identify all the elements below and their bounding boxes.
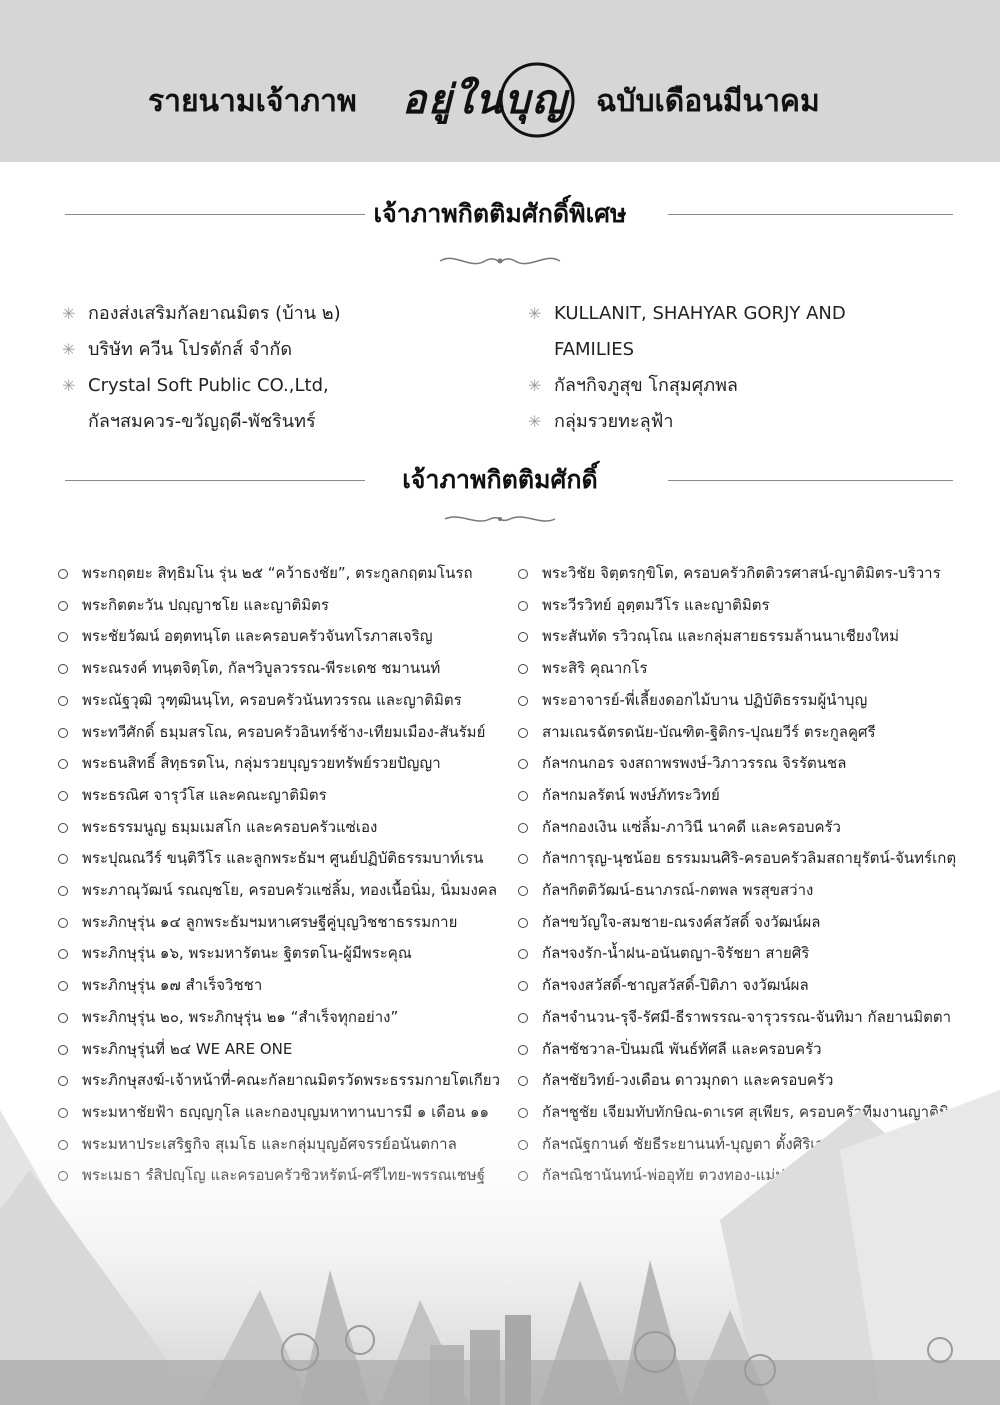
special-item: [528, 368, 968, 404]
list-item: พระทวีศักดิ์ ธมฺมสรโณ, ครอบครัวอินทร์ช้าง-เทียมเมือง-สันรัมย์: [58, 717, 513, 749]
list-item: กัลฯขวัญใจ-สมชาย-ณรงค์สวัสดิ์ จงวัฒน์ผล: [518, 907, 988, 939]
logo-text: อยู่ในบุญ: [402, 76, 568, 123]
star-bullet-icon: ✳: [528, 376, 542, 395]
star-bullet-icon: ✳: [62, 340, 76, 359]
divider-line-right: [668, 214, 953, 215]
special-item: [62, 332, 502, 368]
list-item: กัลฯกองเงิน แซ่ลิ้ม-ภาวินี นาคดี และครอบครัว: [518, 812, 988, 844]
list-item: พระณัฐวุฒิ วุฑฺฒินนฺโท, ครอบครัวนันทวรรณ และญาติมิตร: [58, 685, 513, 717]
list-item: กัลฯจงรัก-น้ำฝน-อนันตญา-จิรัชยา สายศิริ: [518, 938, 988, 970]
star-bullet-icon: ✳: [62, 304, 76, 323]
circle-bullet-icon: [518, 664, 528, 674]
circle-bullet-icon: [518, 918, 528, 928]
circle-bullet-icon: [58, 696, 68, 706]
special-item-text: กองส่งเสริมกัลยาณมิตร (บ้าน ๒): [88, 303, 341, 324]
list-item: กัลฯการุญ-นุชน้อย ธรรมมนศิริ-ครอบครัวลิมสถายุรัตน์-จันทร์เกตุ: [518, 843, 988, 875]
list-item: กัลฯจงสวัสดิ์-ชาญสวัสดิ์-ปิติภา จงวัฒน์ผล: [518, 970, 988, 1002]
special-list-right: [528, 296, 968, 440]
circle-bullet-icon: [518, 569, 528, 579]
list-item: พระกิตตะวัน ปญฺญาชโย และญาติมิตร: [58, 590, 513, 622]
special-item-text-continued: FAMILIES: [554, 339, 634, 360]
list-item: กัลฯชัยวิทย์-วงเดือน ดาวมุกดา และครอบครัว: [518, 1065, 988, 1097]
list-item: พระภิกษุรุ่น ๑๔ ลูกพระธัมฯมหาเศรษฐีคู่บุญวิชชาธรรมกาย: [58, 907, 513, 939]
circle-bullet-icon: [58, 918, 68, 928]
special-item-text: KULLANIT, SHAHYAR GORJY AND: [554, 303, 846, 324]
circle-bullet-icon: [518, 823, 528, 833]
circle-bullet-icon: [518, 886, 528, 896]
circle-bullet-icon: [58, 886, 68, 896]
list-item: พระวีรวิทย์ อุตฺตมวีโร และญาติมิตร: [518, 590, 988, 622]
circle-bullet-icon: [518, 1076, 528, 1086]
special-item: [528, 296, 968, 368]
circle-bullet-icon: [58, 823, 68, 833]
list-item: พระภิกษุรุ่นที่ ๒๔ WE ARE ONE: [58, 1034, 513, 1066]
section-special-title-row: [0, 194, 1000, 234]
list-item: พระธรรมนูญ ธมฺมเมสโก และครอบครัวแซ่เอง: [58, 812, 513, 844]
circle-bullet-icon: [58, 854, 68, 864]
circle-bullet-icon: [518, 791, 528, 801]
list-item: พระกฤตยะ สิทฺธิมโน รุ่น ๒๕ “คว้าธงชัย”, ตระกูลกฤตมโนรถ: [58, 558, 513, 590]
divider-line-right: [668, 480, 953, 481]
list-item: พระสันทัด รวิวณฺโณ และกลุ่มสายธรรมล้านนาเชียงใหม่: [518, 621, 988, 653]
list-item: สามเณรฉัตรดนัย-บัณฑิต-ฐิติกร-ปุณยวีร์ ตระกูลคูศรี: [518, 717, 988, 749]
flourish-ornament-icon: [430, 250, 570, 272]
section-special-title: เจ้าภาพกิตติมศักดิ์พิเศษ: [373, 199, 627, 228]
list-item: พระภิกษุรุ่น ๑๖, พระมหารัตนะ ฐิตรตโน-ผู้มีพระคุณ: [58, 938, 513, 970]
header: [0, 60, 1000, 140]
circle-bullet-icon: [58, 728, 68, 738]
list-item: พระสิริ คุณากโร: [518, 653, 988, 685]
list-item: พระธนสิทธิ์ สิทฺธรตโน, กลุ่มรวยบุญรวยทรัพย์รวยปัญญา: [58, 748, 513, 780]
list-item: พระณรงค์ ทนฺตจิตฺโต, กัลฯวิบูลวรรณ-พีระเดช ชมานนท์: [58, 653, 513, 685]
special-item: [62, 368, 502, 440]
special-item-text: กัลฯกิจภูสุข โกสุมศุภพล: [554, 375, 738, 396]
list-item: พระอาจารย์-พี่เลี้ยงดอกไม้บาน ปฏิบัติธรรมผู้นำบุญ: [518, 685, 988, 717]
list-item: กัลฯชัชวาล-ปิ่นมณี พันธ์ทัศลี และครอบครัว: [518, 1034, 988, 1066]
circle-bullet-icon: [518, 1045, 528, 1055]
circle-bullet-icon: [518, 981, 528, 991]
special-item-text: บริษัท ควีน โปรดักส์ จำกัด: [88, 339, 293, 360]
circle-bullet-icon: [518, 696, 528, 706]
list-item: พระชัยวัฒน์ อตฺตทนฺโต และครอบครัวจันทโรภาสเจริญ: [58, 621, 513, 653]
circle-bullet-icon: [58, 949, 68, 959]
circle-bullet-icon: [518, 854, 528, 864]
list-item: กัลฯกนกอร จงสถาพรพงษ์-วิภาวรรณ จิรรัตนชล: [518, 748, 988, 780]
circle-bullet-icon: [518, 632, 528, 642]
list-item: กัลฯกิตติวัฒน์-ธนาภรณ์-กตพล พรสุขสว่าง: [518, 875, 988, 907]
list-item: พระภิกษุรุ่น ๒๐, พระภิกษุรุ่น ๒๑ “สำเร็จทุกอย่าง”: [58, 1002, 513, 1034]
star-bullet-icon: ✳: [528, 304, 542, 323]
list-item: พระปุณณวีร์ ขนฺติวีโร และลูกพระธัมฯ ศูนย์ปฏิบัติธรรมบาท์เรน: [58, 843, 513, 875]
star-bullet-icon: ✳: [62, 376, 76, 395]
circle-bullet-icon: [58, 664, 68, 674]
circle-bullet-icon: [518, 728, 528, 738]
special-item: [528, 404, 968, 440]
circle-bullet-icon: [58, 981, 68, 991]
circle-bullet-icon: [58, 601, 68, 611]
special-list-left: [62, 296, 502, 440]
section-honorary-title: เจ้าภาพกิตติมศักดิ์: [402, 465, 598, 494]
circle-bullet-icon: [58, 759, 68, 769]
special-item-text: กลุ่มรวยทะลุฟ้า: [554, 411, 674, 432]
star-bullet-icon: ✳: [528, 412, 542, 431]
list-item: พระภิกษุรุ่น ๑๗ สำเร็จวิชชา: [58, 970, 513, 1002]
list-item: พระวิชัย จิตฺตรกฺขิโต, ครอบครัวกิตติวรศาสน์-ญาติมิตร-บริวาร: [518, 558, 988, 590]
special-item-text-continued: กัลฯสมควร-ขวัญฤดี-พัชรินทร์: [88, 411, 316, 432]
list-item: กัลฯกมลรัตน์ พงษ์ภัทระวิทย์: [518, 780, 988, 812]
special-item: [62, 296, 502, 332]
circle-bullet-icon: [518, 601, 528, 611]
header-title-right: ฉบับเดือนมีนาคม: [596, 84, 820, 119]
special-item-text: Crystal Soft Public CO.,Ltd,: [88, 375, 329, 396]
circle-bullet-icon: [58, 1013, 68, 1023]
circle-bullet-icon: [58, 569, 68, 579]
circle-bullet-icon: [58, 632, 68, 642]
logo: [380, 60, 590, 140]
list-item: พระภาณุวัฒน์ รณญฺชโย, ครอบครัวแซ่ลิ้ม, ทองเนื้อนิ่ม, นิ่มมงคล: [58, 875, 513, 907]
section-honorary-title-row: [0, 460, 1000, 500]
list-item: พระภิกษุสงฆ์-เจ้าหน้าที่-คณะกัลยาณมิตรวัดพระธรรมกายโตเกียว: [58, 1065, 513, 1097]
list-item: พระธรณิศ จารุวํโส และคณะญาติมิตร: [58, 780, 513, 812]
circle-bullet-icon: [58, 1045, 68, 1055]
header-title-left: รายนามเจ้าภาพ: [148, 84, 357, 119]
circle-bullet-icon: [518, 949, 528, 959]
circle-bullet-icon: [58, 1076, 68, 1086]
circle-bullet-icon: [518, 759, 528, 769]
crystal-pyramid-scenery-icon: [0, 1090, 1000, 1405]
circle-bullet-icon: [518, 1013, 528, 1023]
flourish-ornament-icon: [430, 508, 570, 530]
list-item: กัลฯจำนวน-รุจี-รัศมี-ธีราพรรณ-จารุวรรณ-จันทิมา กัลยานมิตตา: [518, 1002, 988, 1034]
circle-bullet-icon: [58, 791, 68, 801]
